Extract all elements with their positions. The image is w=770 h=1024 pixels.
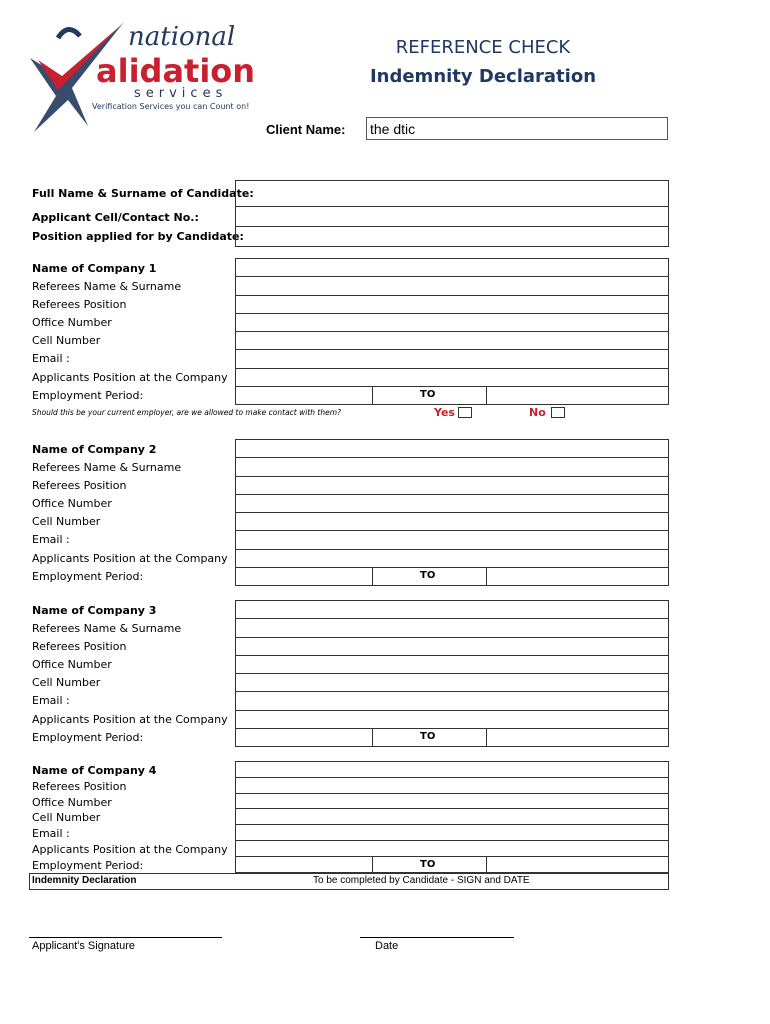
company-4-employment-period-label: Employment Period:: [32, 859, 144, 872]
contact-field[interactable]: [235, 207, 669, 227]
company-1-referee-name-label: Referees Name & Surname: [32, 280, 182, 293]
company-2-cell-number-label: Cell Number: [32, 515, 101, 528]
company-4-applicant-position-label: Applicants Position at the Company: [32, 843, 228, 856]
company-3-office-number-label: Office Number: [32, 658, 112, 671]
yes-label: Yes: [434, 406, 455, 419]
company-2-email-label: Email :: [32, 533, 70, 546]
company-1-email-label: Email :: [32, 352, 70, 365]
position-applied-label: Position applied for by Candidate:: [32, 230, 244, 243]
full-name-label: Full Name & Surname of Candidate:: [32, 187, 254, 200]
full-name-field[interactable]: [235, 180, 669, 207]
company-4-to-label: TO: [420, 859, 436, 870]
company-2-referee-position-label: Referees Position: [32, 479, 127, 492]
company-3-applicant-position-label: Applicants Position at the Company: [32, 713, 228, 726]
company-4-email-label: Email :: [32, 827, 70, 840]
signature-line[interactable]: [29, 937, 222, 938]
date-line[interactable]: [360, 937, 514, 938]
client-name-label: Client Name:: [266, 122, 346, 137]
company-3-referee-name-label: Referees Name & Surname: [32, 622, 182, 635]
logo-tagline: Verification Services you can Count on!: [92, 102, 250, 111]
company-1-referee-position-label: Referees Position: [32, 298, 127, 311]
company-1-name-label: Name of Company 1: [32, 262, 157, 275]
company-3-to-label: TO: [420, 731, 436, 742]
indemnity-label: Indemnity Declaration: [32, 875, 137, 886]
contact-permission-question: Should this be your current employer, are we allowed to make contact with them?: [32, 408, 342, 417]
company-2-applicant-position-label: Applicants Position at the Company: [32, 552, 228, 565]
indemnity-row: [29, 873, 669, 890]
logo-services: services: [134, 86, 228, 101]
company-1-cell-number-label: Cell Number: [32, 334, 101, 347]
indemnity-instruction: To be completed by Candidate - SIGN and DATE: [313, 875, 530, 886]
company-2-referee-name-label: Referees Name & Surname: [32, 461, 182, 474]
company-3-name-label: Name of Company 3: [32, 604, 157, 617]
company-4-referee-position-label: Referees Position: [32, 780, 127, 793]
applicant-signature-label: Applicant's Signature: [32, 940, 135, 952]
company-2-employment-period-label: Employment Period:: [32, 570, 144, 583]
company-4-name-label: Name of Company 4: [32, 764, 157, 777]
company-3-cell-number-label: Cell Number: [32, 676, 101, 689]
position-applied-field[interactable]: [235, 227, 669, 247]
company-3-employment-period-label: Employment Period:: [32, 731, 144, 744]
no-checkbox[interactable]: [551, 407, 565, 418]
no-label: No: [529, 406, 546, 419]
company-2-name-label: Name of Company 2: [32, 443, 157, 456]
date-label: Date: [375, 940, 399, 952]
contact-label: Applicant Cell/Contact No.:: [32, 211, 199, 224]
company-3-email-label: Email :: [32, 694, 70, 707]
yes-checkbox[interactable]: [458, 407, 472, 418]
client-name-field[interactable]: [366, 117, 668, 140]
company-3-referee-position-label: Referees Position: [32, 640, 127, 653]
company-1-applicant-position-label: Applicants Position at the Company: [32, 371, 228, 384]
company-4-cell-number-label: Cell Number: [32, 811, 101, 824]
company-1-employment-period-label: Employment Period:: [32, 389, 144, 402]
client-name-value: the dtic: [370, 121, 416, 137]
page-title: REFERENCE CHECK: [395, 37, 571, 58]
logo-validation: alidation: [96, 52, 256, 90]
company-2-to-label: TO: [420, 570, 436, 581]
company-1-office-number-label: Office Number: [32, 316, 112, 329]
logo-national: national: [128, 22, 236, 52]
company-2-office-number-label: Office Number: [32, 497, 112, 510]
company-1-to-label: TO: [420, 389, 436, 400]
company-4-office-number-label: Office Number: [32, 796, 112, 809]
page-subtitle: Indemnity Declaration: [369, 66, 597, 87]
